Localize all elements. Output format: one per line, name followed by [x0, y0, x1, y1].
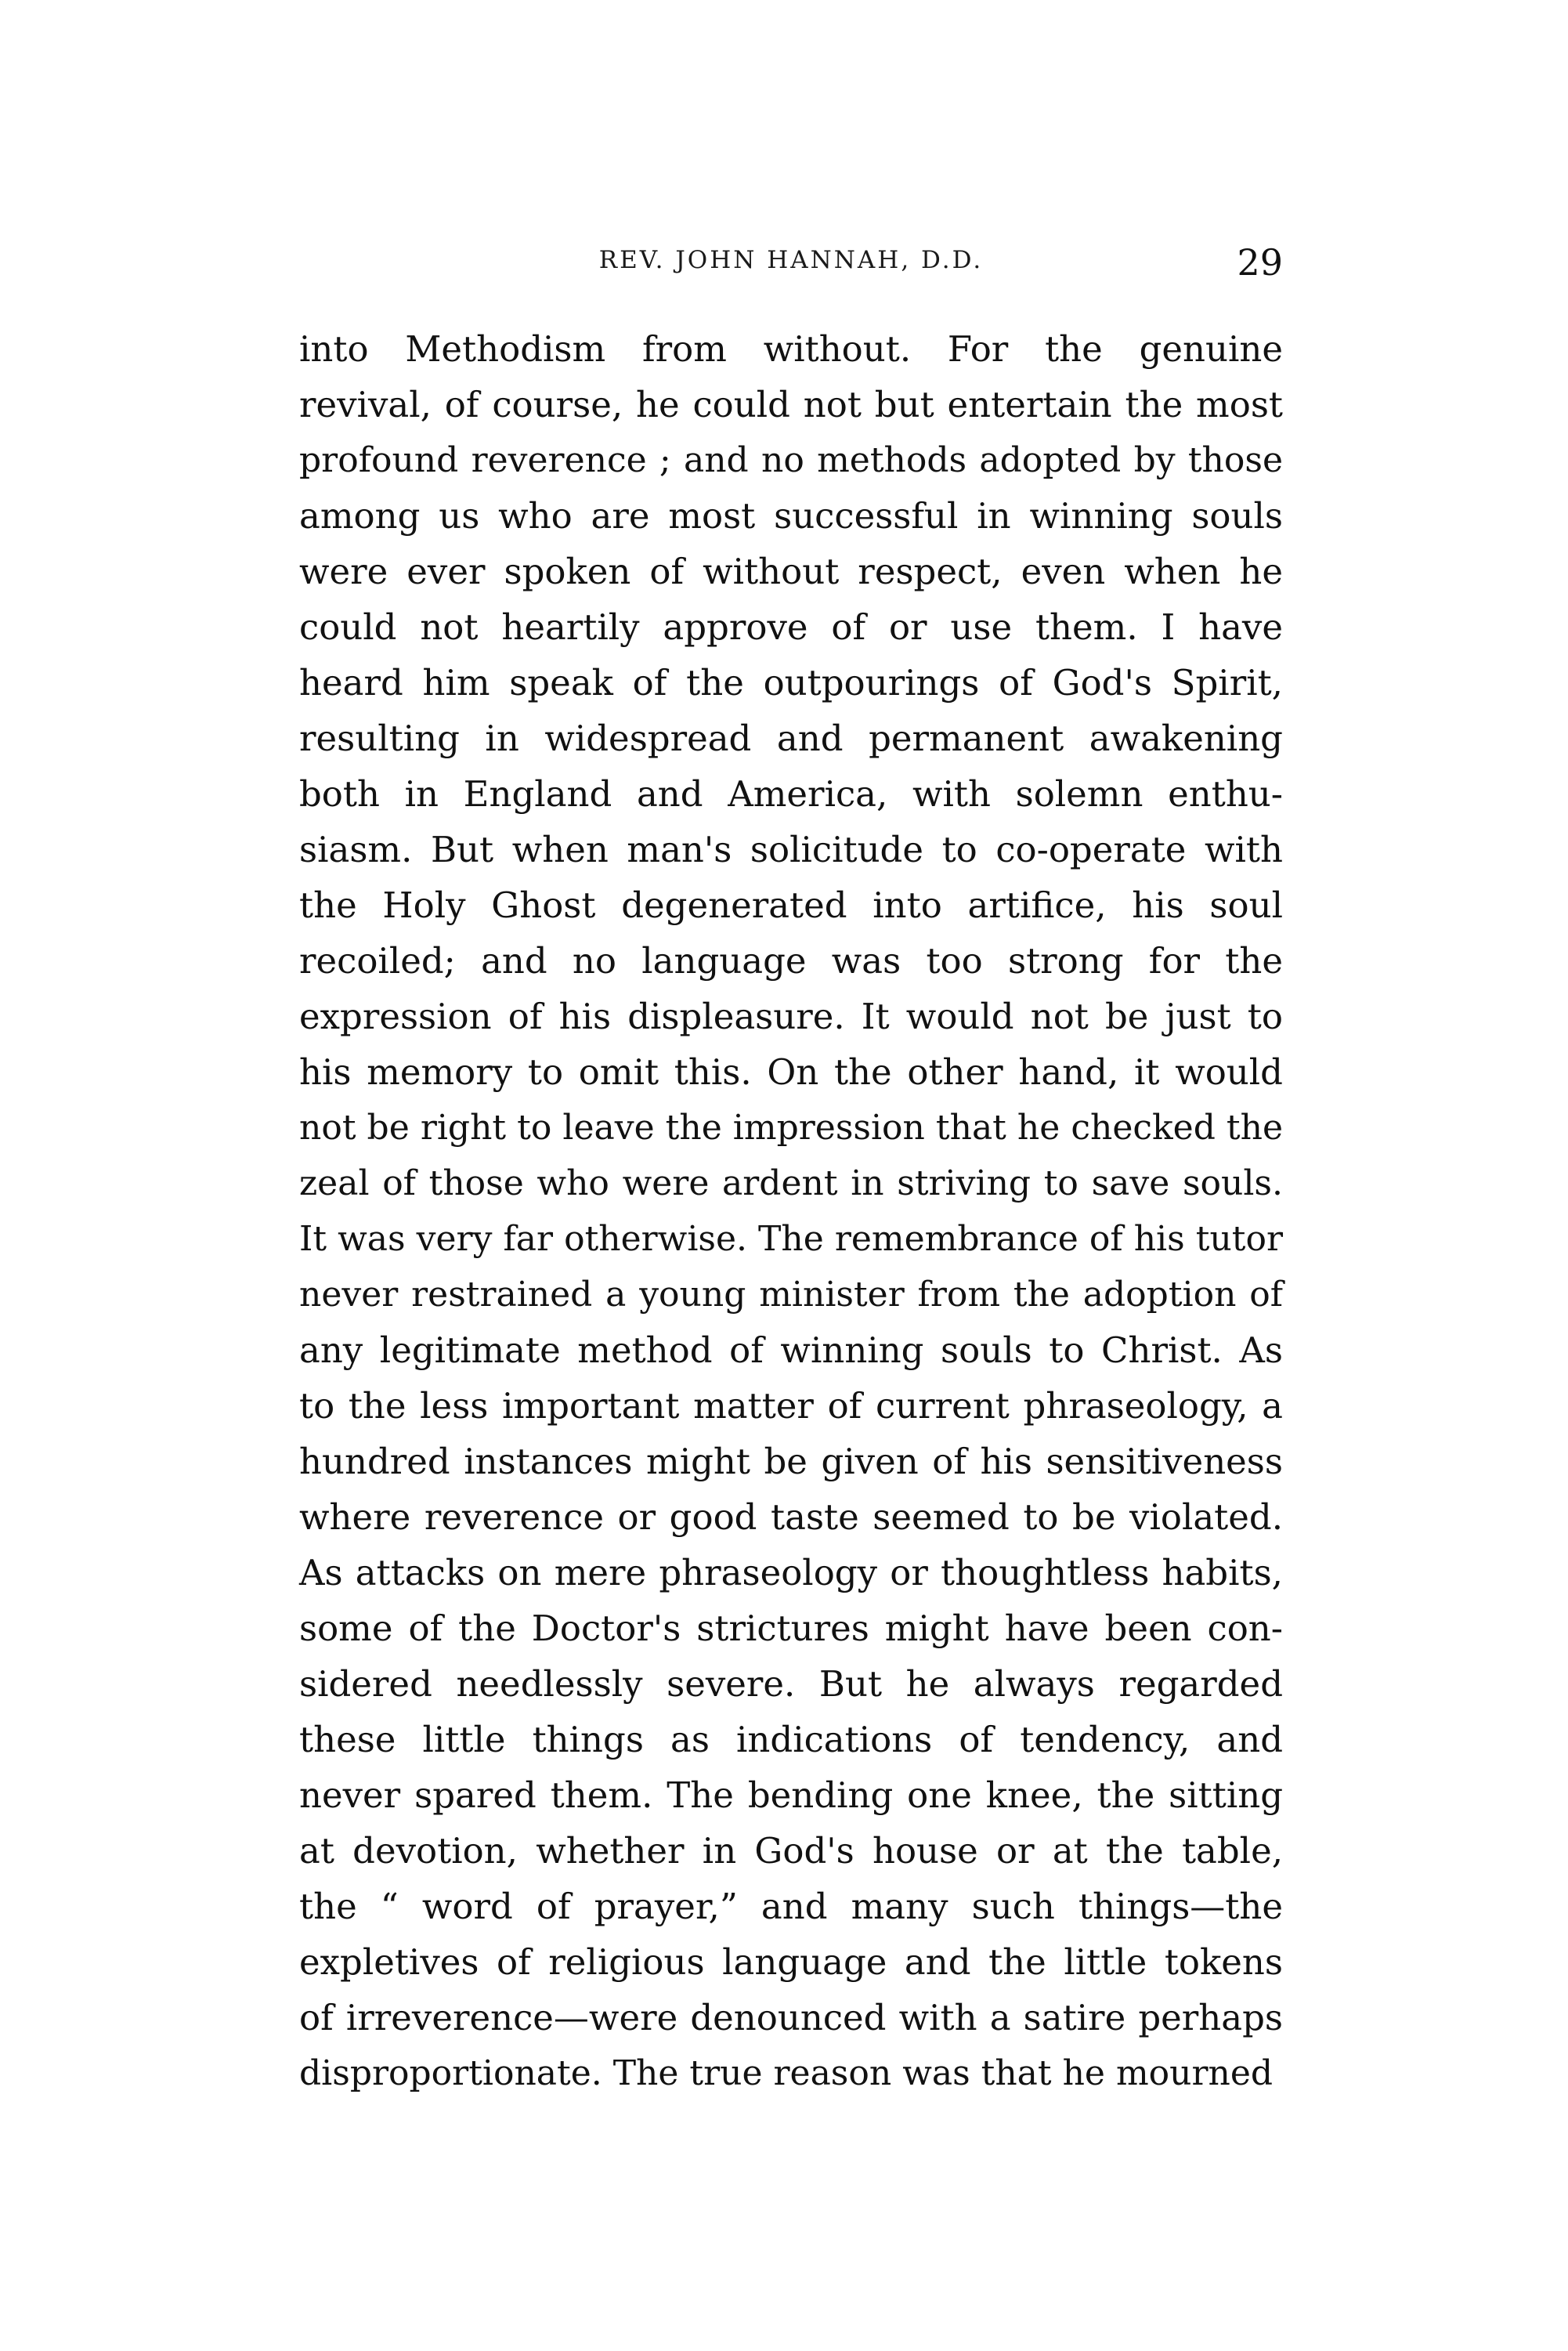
text-line: expletives of religious language and the little tokens [299, 1941, 1283, 1983]
text-line: siasm. But when man's solicitude to co-operate with [299, 829, 1283, 870]
body-text [299, 321, 1283, 2101]
text-line: recoiled; and no language was too strong for the [299, 940, 1283, 982]
text-line: some of the Doctor's strictures might have been con- [299, 1608, 1283, 1649]
text-line: his memory to omit this. On the other hand, it would [299, 1051, 1283, 1093]
text-line: of irreverence—were denounced with a satire perhaps [299, 1997, 1283, 2038]
text-line: any legitimate method of winning souls to Christ. As [299, 1329, 1283, 1371]
text-line: As attacks on mere phraseology or thoughtless habits, [299, 1552, 1283, 1593]
text-line: not be right to leave the impression that he checked the [299, 1108, 1283, 1148]
text-line: disproportionate. The true reason was that he mourned [299, 2053, 1274, 2093]
text-line: into Methodism from without. For the genuine [299, 328, 1283, 370]
text-line: the Holy Ghost degenerated into artifice, his soul [299, 884, 1283, 926]
text-line: the “ word of prayer,” and many such things—the [299, 1886, 1283, 1927]
text-line: profound reverence ; and no methods adopted by those [299, 440, 1283, 480]
text-line: these little things as indications of tendency, and [299, 1719, 1283, 1760]
text-line: revival, of course, he could not but entertain the most [299, 384, 1283, 425]
text-line: at devotion, whether in God's house or at the table, [299, 1830, 1283, 1872]
running-title: REV. JOHN HANNAH, D.D. [598, 246, 984, 274]
text-line: expression of his displeasure. It would not be just to [299, 996, 1283, 1037]
page-number: 29 [1237, 241, 1283, 284]
text-line: never spared them. The bending one knee, the sitting [299, 1774, 1283, 1816]
text-line: never restrained a young minister from the adoption of [299, 1275, 1283, 1315]
text-line: sidered needlessly severe. But he always regarded [299, 1663, 1283, 1705]
text-line: resulting in widespread and permanent awakening [299, 718, 1283, 759]
text-line: It was very far otherwise. The remembrance of his tutor [299, 1219, 1283, 1259]
running-head [299, 241, 1283, 288]
text-line: could not heartily approve of or use them. I have [299, 606, 1283, 648]
text-line: both in England and America, with solemn enthu- [299, 773, 1283, 815]
text-line: zeal of those who were ardent in striving to save souls. [299, 1163, 1283, 1203]
text-line: to the less important matter of current phraseology, a [299, 1385, 1283, 1427]
text-line: were ever spoken of without respect, even when he [299, 551, 1283, 592]
text-line: hundred instances might be given of his sensitiveness [299, 1441, 1283, 1482]
text-line: where reverence or good taste seemed to be violated. [299, 1496, 1283, 1538]
text-line: heard him speak of the outpourings of God's Spirit, [299, 662, 1283, 703]
text-line: among us who are most successful in winning souls [299, 495, 1283, 537]
